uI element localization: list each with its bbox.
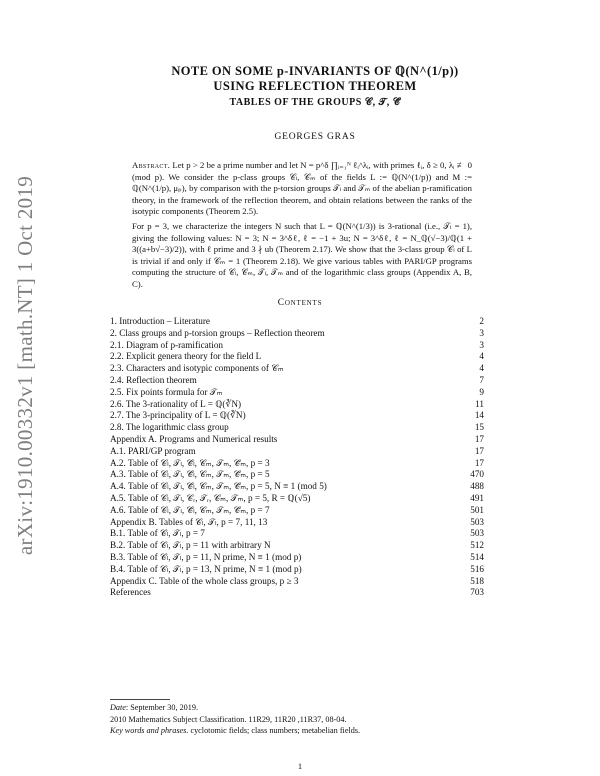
date-label: Date: [110, 703, 126, 712]
keywords-value: cyclotomic fields; class numbers; metabelian fields.: [188, 726, 361, 736]
toc-entry[interactable]: [110, 587, 484, 599]
toc-entry-label: A.5. Table of 𝒞ₗ, 𝒯ₗ, 𝒞ᵣ, 𝒯ᵣ, 𝒞ₘ, 𝒯ₘ, p = 5, R = ℚ(√5): [110, 492, 311, 503]
footnote-msc: [110, 714, 490, 726]
title-block: [100, 64, 530, 142]
toc-entry-page: 17: [474, 457, 484, 468]
toc-entry-page: 9: [479, 386, 484, 397]
toc-entry-label: A.4. Table of 𝒞ₗ, 𝒯ₗ, 𝒞̃ₗ, 𝒞ₘ, 𝒯ₘ, 𝒞̃ₘ, p = 5, N ≡ 1 (mod 5): [110, 481, 327, 492]
toc-entry-page: 703: [470, 587, 484, 598]
toc-entry-label: Appendix A. Programs and Numerical results: [110, 433, 278, 444]
toc-entry[interactable]: [110, 422, 484, 434]
toc-entry[interactable]: [110, 351, 484, 363]
toc-entry[interactable]: [110, 528, 484, 540]
toc-entry-page: 512: [470, 540, 484, 551]
contents-heading: Contents: [277, 298, 323, 308]
toc-entry-page: 503: [470, 528, 484, 539]
title-line-1: NOTE ON SOME p-INVARIANTS OF ℚ(N^(1/p)): [171, 64, 459, 78]
toc-entry-page: 7: [479, 374, 484, 385]
toc-entry-page: 488: [470, 481, 484, 492]
toc-entry[interactable]: [110, 564, 484, 576]
toc-entry-label: 1. Introduction – Literature: [110, 316, 211, 326]
footnotes: [110, 702, 490, 737]
toc-entry-label: Appendix B. Tables of 𝒞ₗ, 𝒯ₗ, p = 7, 11, 13: [110, 516, 268, 527]
toc-entry[interactable]: [110, 505, 484, 517]
arxiv-identifier-text: arXiv:1910.00332v1 [math.NT] 1 Oct 2019: [13, 175, 38, 555]
toc-entry-page: 17: [474, 433, 484, 444]
keywords-label: Key words and phrases.: [110, 726, 189, 736]
toc-entry-label: 2.8. The logarithmic class group: [110, 422, 229, 433]
toc-entry-label: 2.6. The 3-rationality of L = ℚ(∛N): [110, 398, 242, 409]
toc-entry-label: Appendix C. Table of the whole class groups, p ≥ 3: [110, 575, 299, 586]
toc-entry-label: B.4. Table of 𝒞ₗ, 𝒯ₗ, p = 13, N prime, N ≡ 1 (mod p): [110, 563, 302, 574]
toc-entry-label: 2.7. The 3-principality of L = ℚ(∛N): [110, 410, 246, 421]
toc-entry-page: 2: [479, 316, 484, 326]
toc-entry[interactable]: [110, 410, 484, 422]
abstract-text-1: Let p > 2 be a prime number and let N = p^δ ∏ᵢ₌₁ᴺ ℓᵢ^λᵢ, with primes ℓᵢ, δ ≥ 0, λᵢ ≢ 0 (mod p). We consider the p-class groups 𝒞ₗ, 𝒞ₘ of the fields L := ℚ(N^(1/p)) and M := ℚ(N^(1/p), μₚ), by comparison with the p-torsion groups 𝒯ₗ and 𝒯ₘ of the abelian p-ramification theory, in the framework of the reflection theorem, and obtain relations between the ranks of the isotypic components (Theorem 2.5).: [132, 160, 472, 217]
footnote-keywords: [110, 725, 490, 737]
date-value: : September 30, 2019.: [125, 703, 199, 712]
toc-entry-page: 514: [470, 551, 484, 562]
toc-entry-page: 4: [479, 351, 484, 362]
toc-entry[interactable]: [110, 446, 484, 458]
toc-entry-page: 501: [470, 504, 484, 515]
toc-entry-page: 4: [479, 363, 484, 374]
toc-entry-page: 470: [470, 469, 484, 480]
toc-entry[interactable]: [110, 458, 484, 470]
toc-entry[interactable]: [110, 481, 484, 493]
toc-entry[interactable]: [110, 363, 484, 375]
toc-entry-label: 2.1. Diagram of p-ramification: [110, 339, 224, 350]
toc-entry[interactable]: [110, 434, 484, 446]
toc-entry[interactable]: [110, 552, 484, 564]
page-number: 1: [297, 761, 303, 771]
toc-entry[interactable]: [110, 316, 484, 328]
toc-entry-page: 11: [475, 398, 484, 409]
abstract-paragraph-1: [132, 160, 472, 218]
subtitle-line: TABLES OF THE GROUPS 𝒞, 𝒯, 𝒞̃: [229, 97, 401, 108]
toc-entry[interactable]: [110, 493, 484, 505]
toc-entry-label: B.2. Table of 𝒞ₗ, 𝒯ₗ, p = 11 with arbitrary N: [110, 540, 271, 551]
toc-entry-label: 2.2. Explicit genera theory for the field L: [110, 351, 262, 362]
toc-entry-page: 15: [474, 422, 484, 433]
toc-entry-label: 2. Class groups and p-torsion groups – Reflection theorem: [110, 327, 325, 338]
toc-entry-label: 2.5. Fix points formula for 𝒯ₘ: [110, 386, 223, 397]
toc-entry[interactable]: [110, 469, 484, 481]
toc-entry[interactable]: [110, 576, 484, 588]
abstract-label: Abstract.: [132, 160, 171, 170]
toc-entry[interactable]: [110, 375, 484, 387]
toc-entry[interactable]: [110, 399, 484, 411]
toc-entry-page: 3: [479, 327, 484, 338]
toc-entry-page: 503: [470, 516, 484, 527]
toc-entry-label: B.3. Table of 𝒞ₗ, 𝒯ₗ, p = 11, N prime, N ≡ 1 (mod p): [110, 551, 302, 562]
abstract: [132, 160, 472, 294]
toc-entry[interactable]: [110, 340, 484, 352]
abstract-paragraph-2: For p = 3, we characterize the integers N such that L = ℚ(N^(1/3)) is 3-rational (i.e., 𝒯ₗ = 1), giving the following values: N = 3; N = 3^δℓ, ℓ = −1 + 3u; N = 3^δℓ, ℓ = N_ℚ(√−3)/ℚ(1 + 3((a+b√−3)/2)), with ℓ prime and 3 ∤ ub (Theorem 2.17). We show that the 3-class group 𝒞ₗ of L is trivial if and only if 𝒞ₘ = 1 (Theorem 2.18). We give various tables with PARI/GP programs computing the structure of 𝒞ₗ, 𝒞ₘ, 𝒯ₗ, 𝒯ₘ and of the logarithmic class groups (Appendix A, B, C).: [132, 220, 472, 289]
title-line-2: USING REFLECTION THEOREM: [213, 79, 417, 93]
toc-entry-label: A.1. PARI/GP program: [110, 445, 196, 456]
arxiv-identifier-stamp: [6, 80, 46, 650]
author-name: GEORGES GRAS: [274, 132, 356, 142]
toc-entry-label: B.1. Table of 𝒞ₗ, 𝒯ₗ, p = 7: [110, 528, 205, 539]
toc-entry-label: A.2. Table of 𝒞ₗ, 𝒯ₗ, 𝒞̃ₗ, 𝒞ₘ, 𝒯ₘ, 𝒞̃ₘ, p = 3: [110, 457, 270, 468]
footnote-divider: [110, 699, 170, 700]
msc-value: 11R29, 11R20 ,11R37, 08-04.: [246, 714, 347, 724]
toc-entry-page: 3: [479, 339, 484, 350]
toc-entry[interactable]: [110, 387, 484, 399]
toc-entry-label: A.3. Table of 𝒞ₗ, 𝒯ₗ, 𝒞̃ₗ, 𝒞ₘ, 𝒯ₘ, 𝒞̃ₘ, p = 5: [110, 469, 270, 480]
toc-entry-label: A.6. Table of 𝒞ₗ, 𝒯ₗ, 𝒞̃ₗ, 𝒞ₘ, 𝒯ₘ, 𝒞̃ₘ, p = 7: [110, 504, 270, 515]
toc-entry-page: 17: [474, 445, 484, 456]
toc-entry-label: 2.3. Characters and isotypic components of 𝒞ₘ: [110, 363, 284, 374]
toc-entry-page: 516: [470, 563, 484, 574]
toc-entry-label: 2.4. Reflection theorem: [110, 374, 197, 385]
toc-entry-label: References: [110, 587, 151, 598]
toc-entry-page: 14: [474, 410, 484, 421]
msc-label: 2010 Mathematics Subject Classification.: [110, 714, 247, 724]
toc-entry-page: 491: [470, 492, 484, 503]
table-of-contents: [110, 316, 484, 599]
toc-entry-page: 518: [470, 575, 484, 586]
footnote-date: [110, 702, 490, 714]
toc-entry[interactable]: [110, 517, 484, 529]
toc-entry[interactable]: [110, 540, 484, 552]
toc-entry[interactable]: [110, 328, 484, 340]
